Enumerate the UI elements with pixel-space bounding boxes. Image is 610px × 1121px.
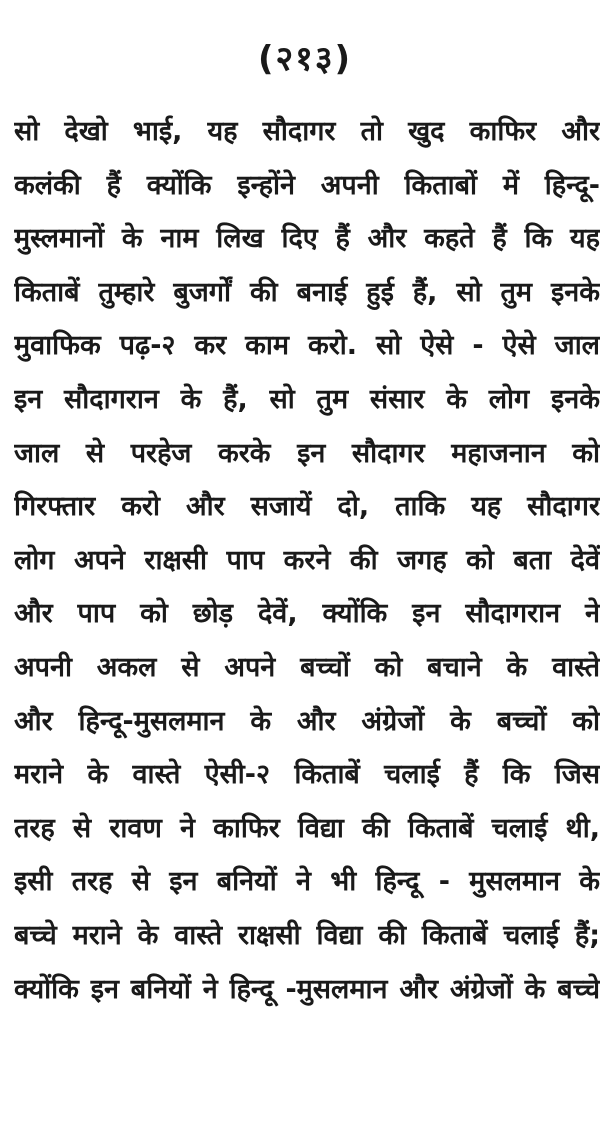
text-line: कलंकी हैं क्योंकि इन्होंने अपनी किताबों में हिन्दू-	[14, 169, 600, 201]
text-line: मुस्लमानों के नाम लिख दिए हैं और कहते हैं कि यह	[14, 223, 600, 255]
text-line: तरह से रावण ने काफिर विद्या की किताबें चलाई थी,	[14, 812, 600, 844]
text-line: अपनी अकल से अपने बच्चों को बचाने के वास्ते	[14, 651, 600, 683]
text-line: किताबें तुम्हारे बुजर्गों की बनाई हुई हैं, सो तुम इनके	[14, 276, 600, 308]
text-line: इन सौदागरान के हैं, सो तुम संसार के लोग इनके	[14, 383, 600, 415]
text-line: मराने के वास्ते ऐसी-२ किताबें चलाई हैं कि जिस	[14, 759, 600, 791]
page-number: (२१३)	[257, 39, 353, 79]
text-line: बच्चे मराने के वास्ते राक्षसी विद्या की किताबें चलाई हैं;	[14, 919, 600, 951]
text-line: और पाप को छोड़ देवें, क्योंकि इन सौदागरान ने	[14, 598, 600, 630]
text-line: जाल से परहेज करके इन सौदागर महाजनान को	[14, 437, 600, 469]
body-text	[14, 105, 600, 1016]
text-line: सो देखो भाई, यह सौदागर तो खुद काफिर और	[14, 116, 600, 147]
text-line: और हिन्दू-मुसलमान के और अंग्रेजों के बच्चों को	[14, 705, 600, 737]
text-line: मुवाफिक पढ़-२ कर काम करो. सो ऐसे - ऐसे जाल	[14, 330, 600, 362]
text-line: क्योंकि इन बनियों ने हिन्दू -मुसलमान और अंग्रेजों के बच्चे	[14, 973, 600, 1005]
text-line: इसी तरह से इन बनियों ने भी हिन्दू - मुसलमान के	[14, 866, 600, 898]
text-line: लोग अपने राक्षसी पाप करने की जगह को बता देवें	[14, 544, 600, 576]
text-line: गिरफ्तार करो और सजायें दो, ताकि यह सौदागर	[14, 491, 600, 523]
